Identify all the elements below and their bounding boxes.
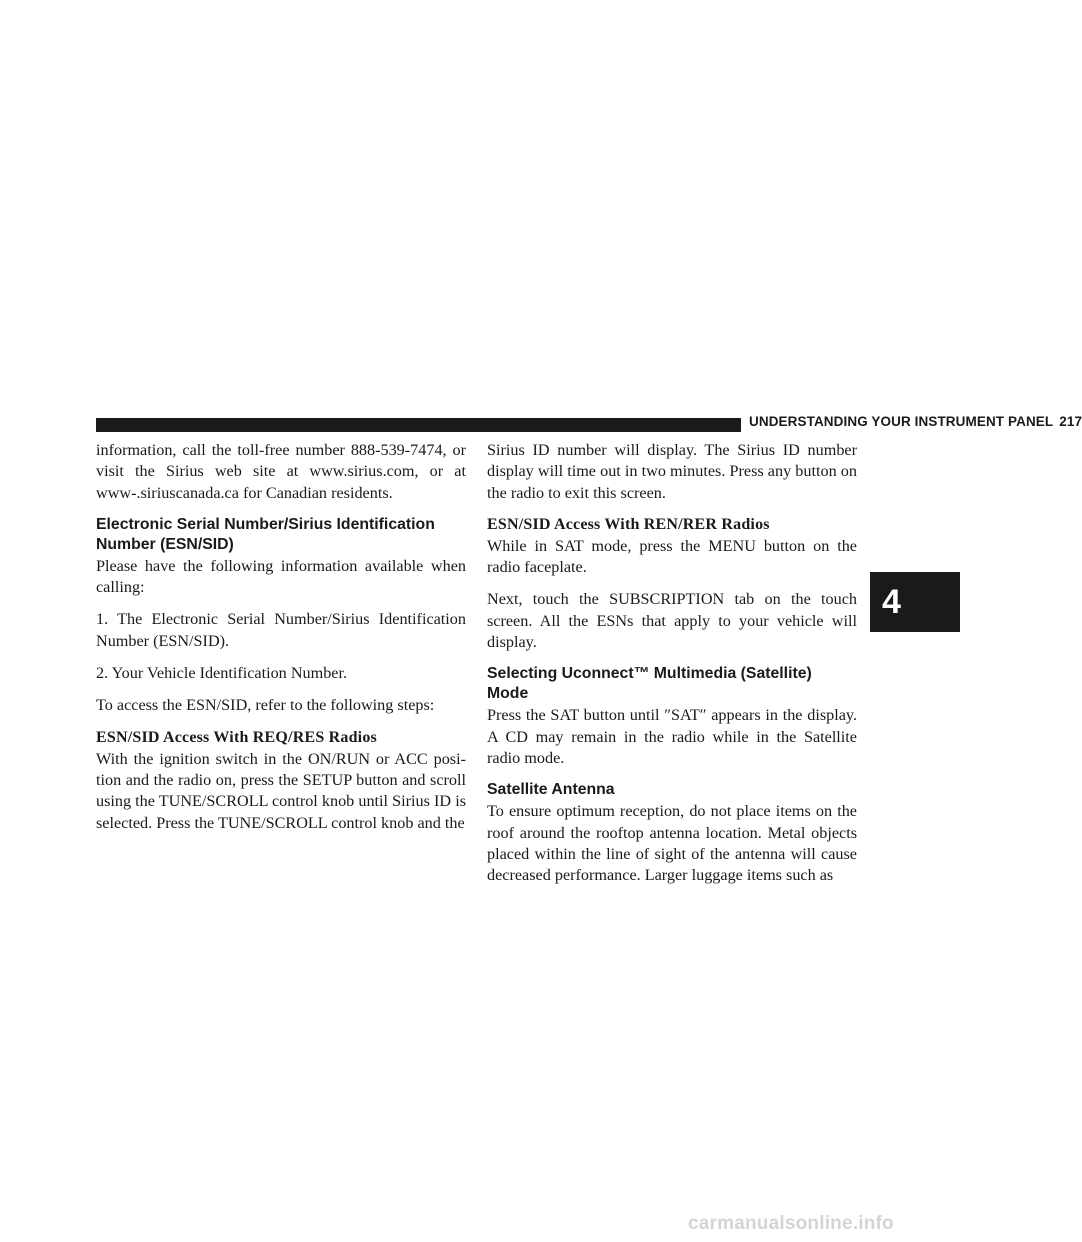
list-item: 2. Your Vehicle Identification Number. — [96, 664, 348, 683]
page-number: 217 — [1059, 414, 1082, 429]
chapter-tab: 4 — [870, 572, 960, 632]
running-header — [749, 414, 1082, 429]
right-column — [487, 440, 857, 886]
section-heading-esn-sid: Electronic Serial Number/Sirius Identification Number (ESN/SID) — [96, 515, 435, 553]
paragraph: information, call the toll-free number 888-539-7474, or visit the Sirius web site at www.sirius.com, or at www-.siriuscanada.ca for Canadian residents. — [96, 441, 466, 502]
paragraph: Next, touch the SUBSCRIPTION tab on the touch screen. All the ESNs that apply to your vehicle will display. — [487, 590, 857, 652]
paragraph: While in SAT mode, press the MENU button on the radio faceplate. — [487, 536, 857, 577]
subheading-ren-rer: ESN/SID Access With REN/RER Radios — [487, 515, 770, 533]
paragraph: Press the SAT button until ″SAT″ appears in the display. A CD may remain in the radio while in the Satellite radio mode. — [487, 706, 857, 767]
section-title: UNDERSTANDING YOUR INSTRUMENT PANEL — [749, 414, 1054, 429]
watermark: carmanualsonline.info — [688, 1213, 894, 1234]
paragraph: Please have the following information available when calling: — [96, 556, 466, 597]
paragraph: To access the ESN/SID, refer to the following steps: — [96, 696, 435, 715]
section-heading-antenna: Satellite Antenna — [487, 781, 615, 799]
paragraph: With the ignition switch in the ON/RUN or ACC posi-tion and the radio on, press the SETUP button and scroll using the TUNE/SCROLL control knob until Sirius ID is selected. Press the TUNE/SCROLL control knob and the — [96, 749, 466, 832]
left-column — [96, 440, 466, 834]
subheading-req-res: ESN/SID Access With REQ/RES Radios — [96, 728, 377, 746]
section-heading-uconnect: Selecting Uconnect™ Multimedia (Satellite) Mode — [487, 665, 812, 703]
list-item: 1. The Electronic Serial Number/Sirius Identification Number (ESN/SID). — [96, 610, 466, 650]
header-rule — [96, 418, 741, 432]
paragraph: To ensure optimum reception, do not place items on the roof around the rooftop antenna location. Metal objects placed within the line of sight of the antenna will cause decreased performance. Larger luggage items such as — [487, 802, 857, 885]
paragraph: Sirius ID number will display. The Sirius ID number display will time out in two minutes. Press any button on the radio to exit this screen. — [487, 441, 857, 502]
